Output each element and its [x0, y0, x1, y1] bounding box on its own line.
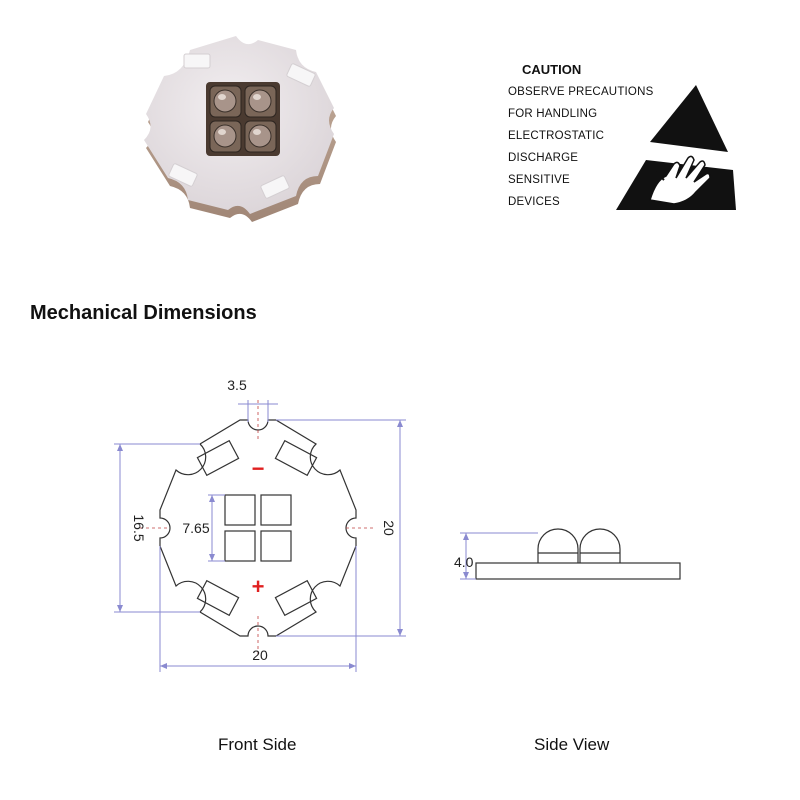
esd-line: OBSERVE PRECAUTIONS: [508, 86, 654, 98]
esd-warning-icon: [608, 80, 738, 215]
side-view-drawing: [440, 515, 700, 595]
dim-slot-width: 3.5: [227, 377, 247, 393]
board-profile: [476, 563, 680, 579]
positive-polarity-mark: +: [251, 574, 265, 599]
esd-caution-notice: [500, 55, 760, 225]
die: [261, 495, 291, 525]
die: [261, 531, 291, 561]
led-board-photo: [128, 20, 368, 240]
lens-dome: [580, 529, 620, 563]
front-side-caption: Front Side: [218, 735, 297, 754]
esd-line: DISCHARGE: [508, 152, 579, 164]
esd-line: DEVICES: [508, 196, 560, 208]
dim-thickness: 4.0: [454, 554, 474, 570]
esd-line: SENSITIVE: [508, 174, 570, 186]
dim-die-array: 7.65: [182, 520, 210, 536]
negative-polarity-mark: −: [251, 456, 265, 481]
die: [225, 495, 255, 525]
side-view-caption: Side View: [534, 735, 610, 754]
led-package: [206, 82, 280, 156]
esd-line: ELECTROSTATIC: [508, 130, 605, 142]
esd-line: FOR HANDLING: [508, 108, 598, 120]
front-side-drawing: [100, 360, 420, 680]
dim-width: 20: [252, 647, 268, 663]
lens-dome: [538, 529, 578, 563]
caution-title: CAUTION: [522, 62, 582, 77]
section-title: Mechanical Dimensions: [30, 302, 257, 324]
dim-height: 20: [381, 520, 397, 536]
die: [225, 531, 255, 561]
dim-inner-height: 16.5: [131, 514, 147, 542]
